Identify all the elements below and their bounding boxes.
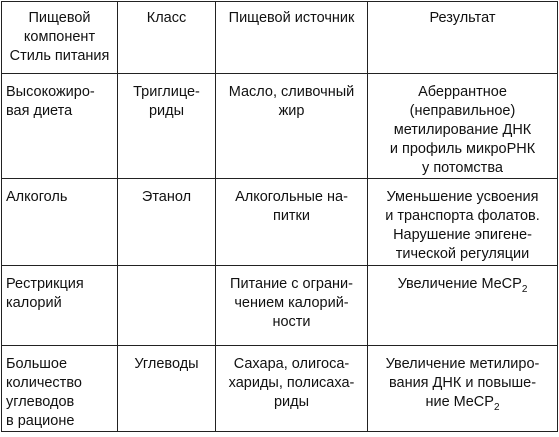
result-subscript: 2 (493, 401, 500, 413)
cell-source: Сахара, олигоса- хариды, полисаха- риды (216, 346, 368, 432)
cell-component: Алкоголь (2, 179, 118, 266)
table-row (2, 266, 558, 346)
table-header-row (2, 2, 558, 74)
cell-source: Алкогольные на- питки (216, 179, 368, 266)
cell-result (368, 346, 558, 432)
result-text: Увеличение метилиро- вания ДНК и повыше- ние MeCP (385, 356, 540, 410)
table-row (2, 346, 558, 432)
header-source: Пищевой источник (216, 2, 368, 74)
cell-class: Триглице- риды (118, 74, 216, 179)
result-subscript: 2 (521, 283, 528, 295)
table-row (2, 74, 558, 179)
result-text: Увеличение MeCP (397, 276, 522, 292)
cell-source: Питание с ограни- чением калорий- ности (216, 266, 368, 346)
cell-result: Аберрантное (неправильное) метилирование ДНК и профиль микроРНК у потомства (368, 74, 558, 179)
cell-source: Масло, сливочный жир (216, 74, 368, 179)
cell-class (118, 266, 216, 346)
cell-result: Уменьшение усвоения и транспорта фолатов. Нарушение эпигене- тической регуляции (368, 179, 558, 266)
cell-class: Этанол (118, 179, 216, 266)
header-class: Класс (118, 2, 216, 74)
cell-class: Углеводы (118, 346, 216, 432)
cell-component: Рестрикция калорий (2, 266, 118, 346)
cell-component: Высокожиро- вая диета (2, 74, 118, 179)
nutrition-epigenetics-table (1, 1, 558, 432)
cell-component: Большое количество углеводов в рационе (2, 346, 118, 432)
table-row (2, 179, 558, 266)
header-result: Результат (368, 2, 558, 74)
cell-result (368, 266, 558, 346)
header-component: Пищевой компонент Стиль питания (2, 2, 118, 74)
